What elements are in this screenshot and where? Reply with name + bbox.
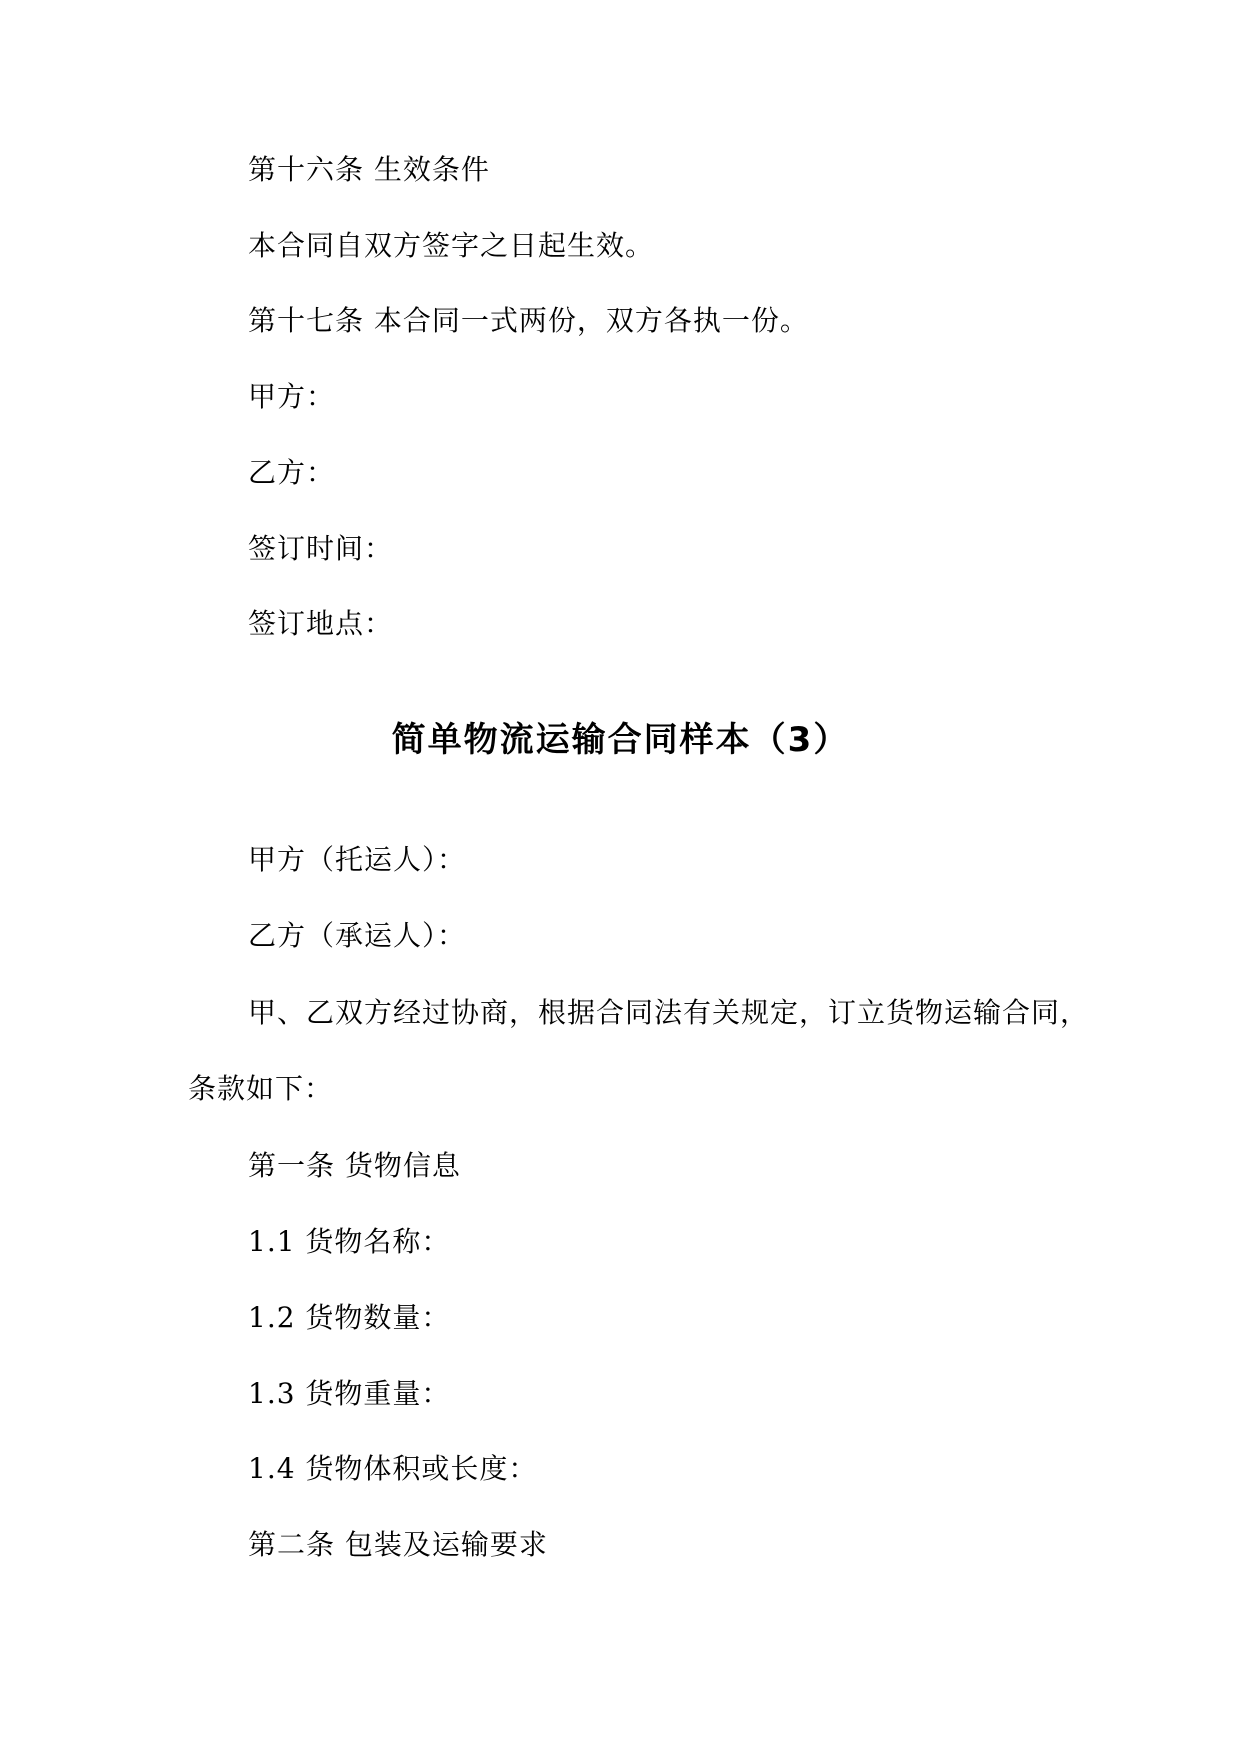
carrier-label: 乙方（承运人）： bbox=[248, 919, 467, 952]
intro-paragraph-line-2: 条款如下： bbox=[188, 1072, 334, 1105]
item-1-1: 1.1 货物名称： bbox=[248, 1225, 451, 1258]
article-2-heading: 第二条 包装及运输要求 bbox=[248, 1528, 548, 1561]
section-16-heading: 第十六条 生效条件 bbox=[248, 153, 490, 186]
sign-place-label: 签订地点： bbox=[248, 607, 394, 640]
item-1-2: 1.2 货物数量： bbox=[248, 1301, 451, 1334]
shipper-label: 甲方（托运人）： bbox=[248, 843, 467, 876]
intro-paragraph-line-1: 甲、乙双方经过协商，根据合同法有关规定，订立货物运输合同， bbox=[248, 996, 1090, 1029]
section-16-body: 本合同自双方签字之日起生效。 bbox=[248, 229, 655, 262]
party-b-label: 乙方： bbox=[248, 456, 336, 489]
item-1-4: 1.4 货物体积或长度： bbox=[248, 1452, 538, 1485]
sign-time-label: 签订时间： bbox=[248, 532, 394, 565]
section-17: 第十七条 本合同一式两份，双方各执一份。 bbox=[248, 304, 809, 337]
item-1-3: 1.3 货物重量： bbox=[248, 1377, 451, 1410]
article-1-heading: 第一条 货物信息 bbox=[248, 1149, 461, 1182]
document-title: 简单物流运输合同样本（3） bbox=[391, 720, 850, 760]
party-a-label: 甲方： bbox=[248, 380, 336, 413]
